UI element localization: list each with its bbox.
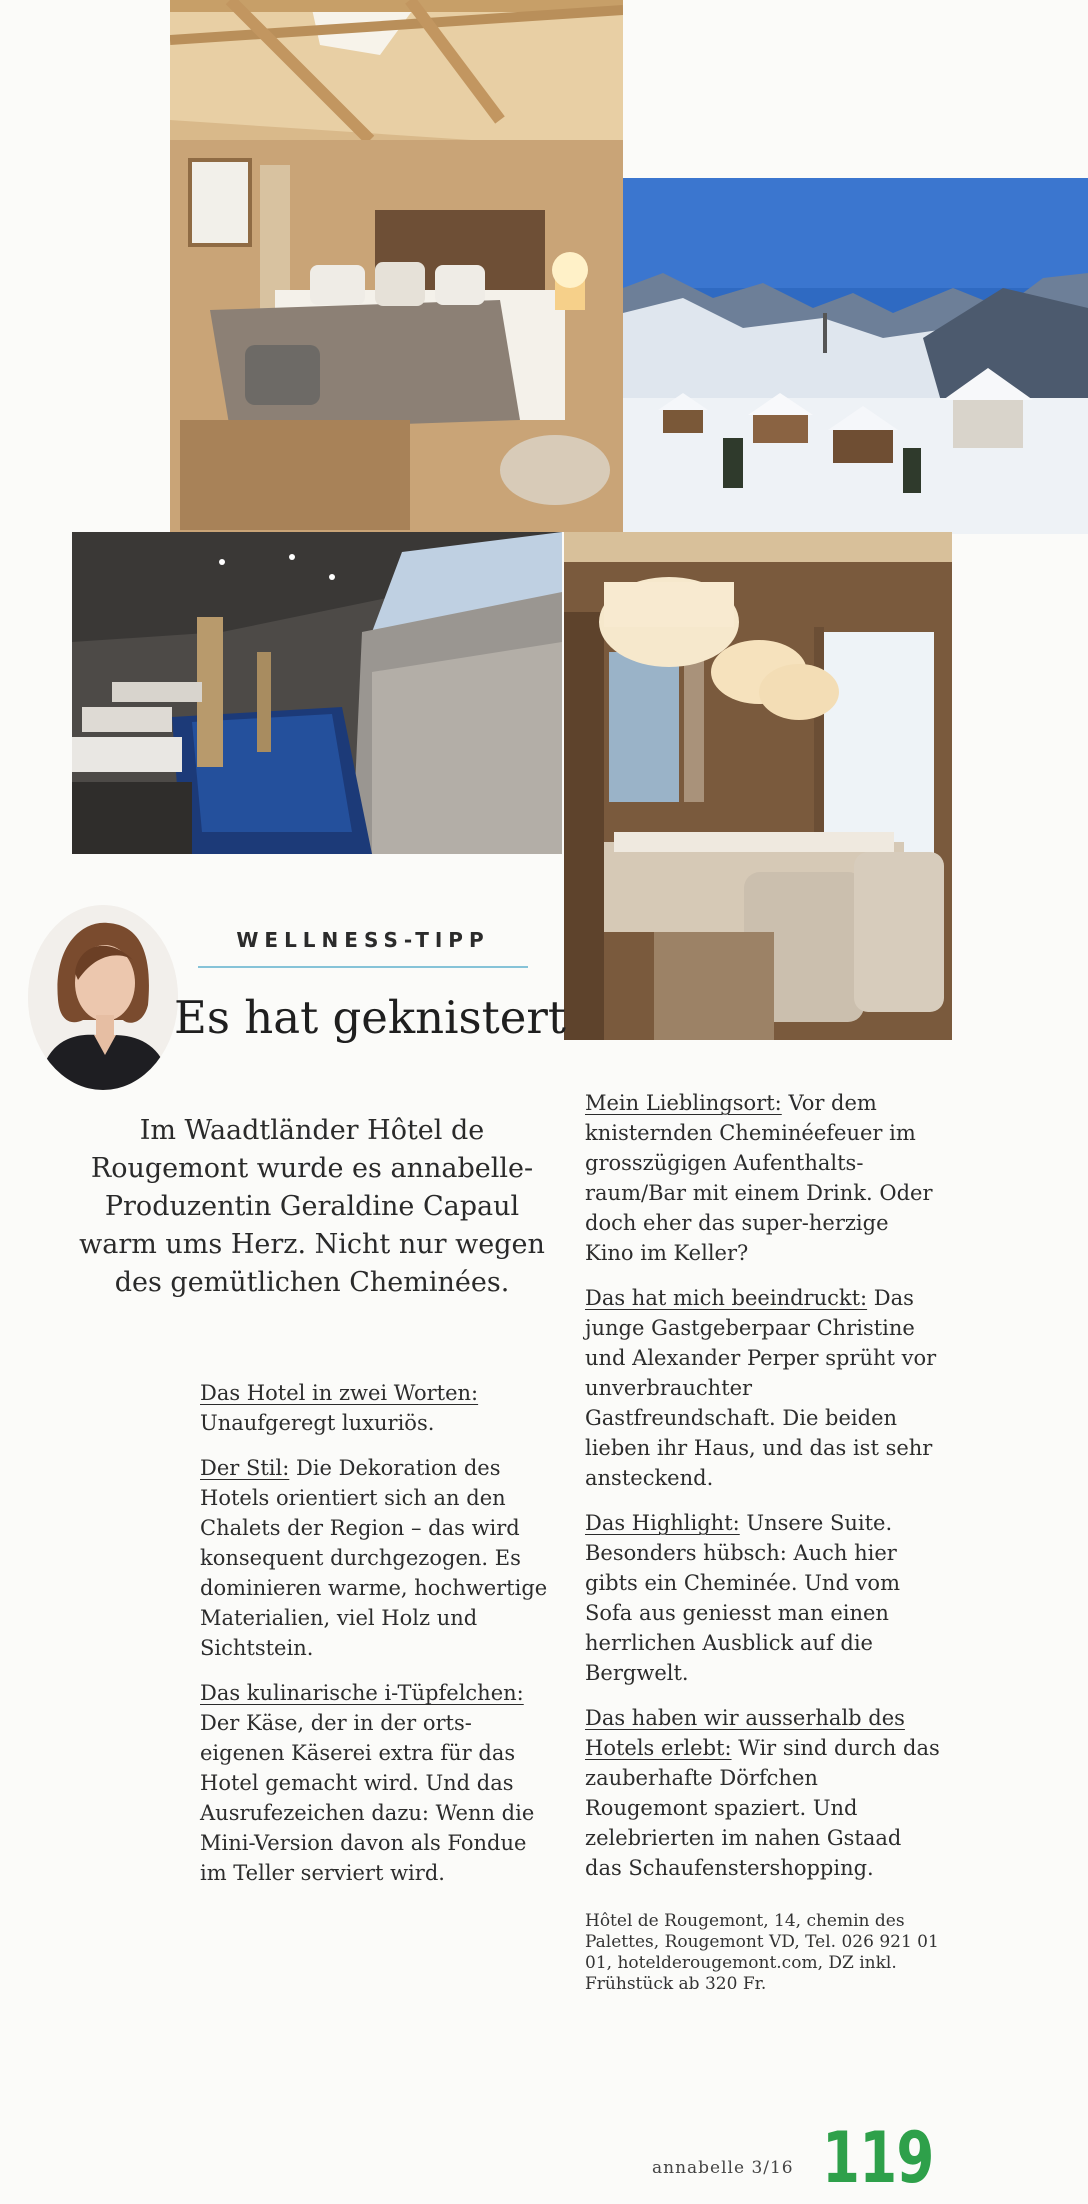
qa-text: Der Käse, der in der orts-eigenen Käserei extra für das Hotel gemacht wird. Und das Ausrufezeichen dazu: Wenn die Mini-Version davon als Fondue im Teller serviert wird. [200,1711,535,1885]
qa-item [200,1678,555,1888]
hotel-address: Hôtel de Rougemont, 14, chemin des Palettes, Rougemont VD, Tel. 026 921 01 01, hotelderougemont.com, DZ inkl. Frühstück ab 320 Fr. [585,1911,939,1994]
author-avatar [28,905,178,1090]
qa-item [200,1378,555,1438]
qa-text: Die Dekoration des Hotels orientiert sich an den Chalets der Region – das wird konsequent durchgezogen. Es dominieren warme, hochwertige Materialien, viel Holz und Sichtstein. [200,1456,548,1660]
qa-item [585,1088,941,1268]
qa-item [585,1703,941,1883]
left-column [200,1378,555,1903]
qa-term: Das haben wir ausserhalb des Hotels erlebt: [585,1706,905,1760]
page-number: 119 [822,2117,934,2199]
bedroom-photo [170,0,623,532]
village-photo [623,178,1088,534]
qa-term: Das kulinarische i-Tüpfelchen: [200,1681,524,1705]
dining-room-photo [564,532,952,1040]
right-column [585,1088,941,1995]
section-kicker: WELLNESS-TIPP [236,928,490,952]
qa-text: Unaufgeregt luxuriös. [200,1411,435,1435]
pool-photo [72,532,562,854]
qa-text: Vor dem knisternden Cheminéefeuer im grosszügigen Aufenthalts-raum/Bar mit einem Drink. Oder doch eher das super-herzige Kino im Keller? [585,1091,933,1265]
qa-term: Der Stil: [200,1456,290,1480]
qa-item [585,1508,941,1688]
qa-term: Das Highlight: [585,1511,740,1535]
qa-item [200,1453,555,1663]
qa-term: Das hat mich beeindruckt: [585,1286,868,1310]
qa-text: Unsere Suite. Besonders hübsch: Auch hier gibts ein Cheminée. Und vom Sofa aus geniesst man einen herrlichen Ausblick auf die Bergwelt. [585,1511,900,1685]
article-lead: Im Waadtländer Hôtel de Rougemont wurde es annabelle-Produzentin Geraldine Capaul warm ums Herz. Nicht nur wegen des gemütlichen Cheminées. [79,1115,545,1298]
qa-text: Wir sind durch das zauberhafte Dörfchen Rougemont spaziert. Und zelebrierten im nahen Gstaad das Schaufenstershopping. [585,1736,940,1880]
magazine-issue: annabelle 3/16 [652,2158,794,2178]
qa-text: Das junge Gastgeberpaar Christine und Alexander Perper sprüht vor unverbrauchter Gastfreundschaft. Die beiden lieben ihr Haus, und das ist sehr ansteckend. [585,1286,937,1490]
qa-term: Mein Lieblingsort: [585,1091,782,1115]
article-headline: Es hat geknistert [174,991,566,1044]
qa-term: Das Hotel in zwei Worten: [200,1381,479,1405]
kicker-underline [198,966,528,968]
qa-item [585,1283,941,1493]
